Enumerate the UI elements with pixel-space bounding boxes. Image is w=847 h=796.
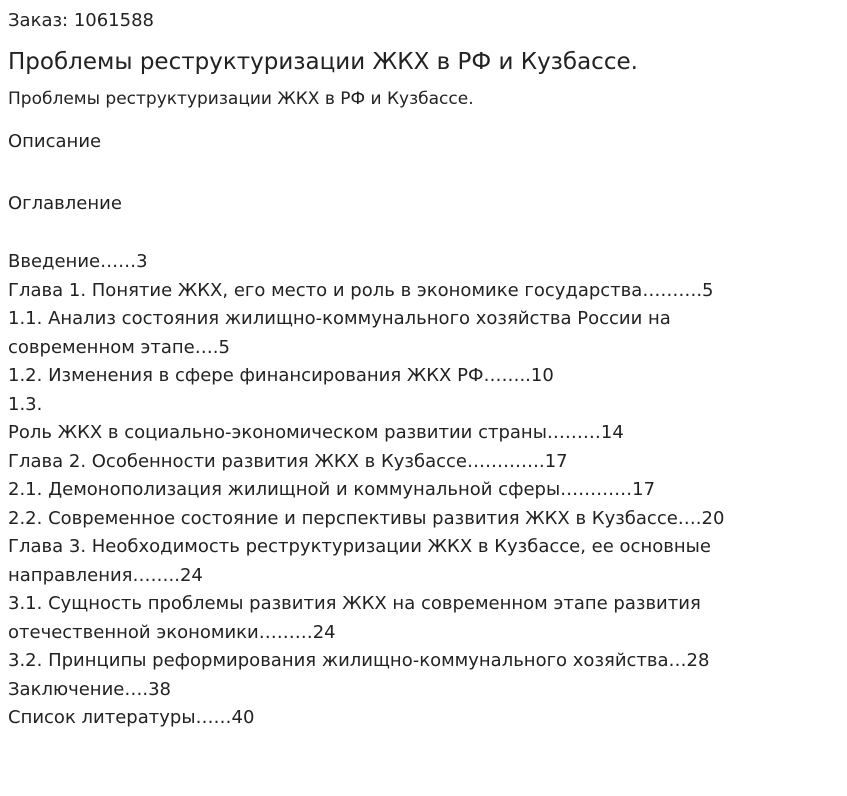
toc-line: Заключение….38 [8, 678, 171, 700]
toc-line: 2.1. Демонополизация жилищной и коммунальной сферы…………17 [8, 479, 656, 500]
toc-line: 1.3. [8, 393, 43, 415]
order-number: Заказ: 1061588 [8, 10, 154, 31]
toc-line: Введение……3 [8, 251, 148, 272]
toc-line: 3.2. Принципы реформирования жилищно-коммунального хозяйства…28 [8, 650, 710, 671]
toc-line: 1.1. Анализ состояния жилищно-коммунального хозяйства России на [8, 308, 671, 329]
toc-line: направления……..24 [8, 564, 203, 586]
toc-line: отечественной экономики………24 [8, 621, 336, 643]
toc-line: 1.2. Изменения в сфере финансирования ЖКХ РФ……..10 [8, 365, 554, 386]
toc-line: 2.2. Современное состояние и перспективы развития ЖКХ в Кузбассе….20 [8, 507, 725, 529]
toc-line: Глава 1. Понятие ЖКХ, его место и роль в экономике государства……….5 [8, 279, 714, 301]
toc-line: Глава 2. Особенности развития ЖКХ в Кузбассе………….17 [8, 450, 568, 472]
description-heading: Описание [8, 131, 102, 152]
table-of-contents-heading: Оглавление [8, 193, 122, 214]
toc-line: Список литературы……40 [8, 707, 255, 728]
toc-line: современном этапе….5 [8, 336, 230, 358]
toc-line: 3.1. Сущность проблемы развития ЖКХ на современном этапе развития [8, 593, 701, 614]
page-subtitle: Проблемы реструктуризации ЖКХ в РФ и Кузбассе. [8, 89, 474, 109]
toc-line: Глава 3. Необходимость реструктуризации ЖКХ в Кузбассе, ее основные [8, 536, 711, 557]
page-title: Проблемы реструктуризации ЖКХ в РФ и Кузбассе. [8, 49, 638, 75]
table-of-contents [8, 248, 788, 733]
toc-line: Роль ЖКХ в социально-экономическом развитии страны………14 [8, 422, 624, 443]
